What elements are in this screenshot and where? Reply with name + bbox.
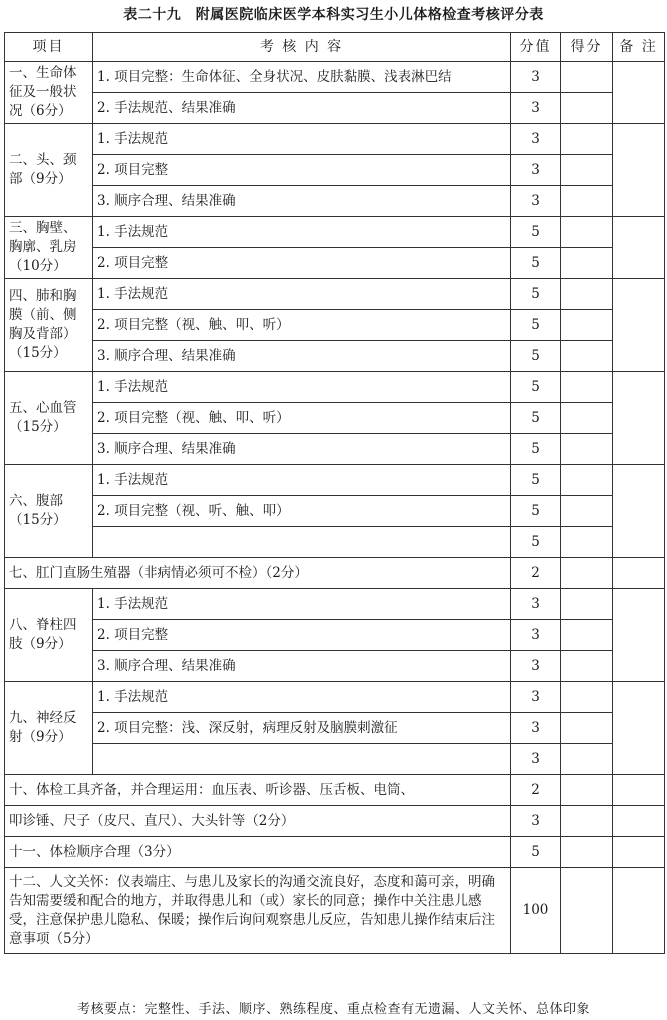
row-score: 3 (511, 589, 561, 620)
table-body (5, 62, 665, 954)
note-cell[interactable] (613, 62, 665, 124)
table-row (5, 589, 665, 620)
row-score: 3 (511, 713, 561, 744)
row-content (93, 527, 511, 558)
got-cell[interactable] (561, 341, 613, 372)
note-cell[interactable] (613, 558, 665, 589)
row-score: 3 (511, 806, 561, 837)
row-score: 2 (511, 558, 561, 589)
header-score: 分值 (511, 33, 561, 62)
note-cell[interactable] (613, 124, 665, 217)
got-cell[interactable] (561, 465, 613, 496)
row-content: 3. 顺序合理、结果准确 (93, 434, 511, 465)
row-content: 2. 手法规范、结果准确 (93, 93, 511, 124)
row-score: 5 (511, 248, 561, 279)
table-title: 表二十九 附属医院临床医学本科实习生小儿体格检查考核评分表 (123, 7, 544, 23)
got-cell[interactable] (561, 775, 613, 806)
got-cell[interactable] (561, 558, 613, 589)
section-item: 二、头、颈部（9分） (5, 124, 93, 217)
table-row (5, 558, 665, 589)
got-cell[interactable] (561, 713, 613, 744)
row-score: 3 (511, 651, 561, 682)
row-content: 2. 项目完整（视、触、叩、听） (93, 403, 511, 434)
note-cell[interactable] (613, 465, 665, 558)
row-content: 2. 项目完整 (93, 620, 511, 651)
got-cell[interactable] (561, 186, 613, 217)
table-row (5, 682, 665, 713)
row-score: 5 (511, 403, 561, 434)
table-row (5, 279, 665, 310)
header-item: 项目 (5, 33, 93, 62)
row-score: 100 (511, 868, 561, 954)
table-row (5, 372, 665, 403)
header-got: 得分 (561, 33, 613, 62)
row-content: 十、体检工具齐备，并合理运用：血压表、听诊器、压舌板、电筒、 (5, 775, 511, 806)
got-cell[interactable] (561, 651, 613, 682)
row-content: 2. 项目完整 (93, 248, 511, 279)
row-content: 七、肛门直肠生殖器（非病情必须可不检）（2分） (5, 558, 511, 589)
table-row (5, 310, 665, 341)
row-score: 5 (511, 217, 561, 248)
got-cell[interactable] (561, 434, 613, 465)
row-score: 3 (511, 155, 561, 186)
row-score: 3 (511, 682, 561, 713)
row-score: 5 (511, 434, 561, 465)
row-content: 1. 手法规范 (93, 372, 511, 403)
note-cell[interactable] (613, 775, 665, 806)
score-table (4, 32, 665, 954)
table-row (5, 434, 665, 465)
table-row (5, 62, 665, 93)
table-row (5, 713, 665, 744)
row-score: 5 (511, 341, 561, 372)
row-score: 3 (511, 93, 561, 124)
table-row (5, 341, 665, 372)
got-cell[interactable] (561, 62, 613, 93)
table-row (5, 465, 665, 496)
note-cell[interactable] (613, 868, 665, 954)
got-cell[interactable] (561, 589, 613, 620)
table-row (5, 837, 665, 868)
row-content: 1. 手法规范 (93, 589, 511, 620)
table-row (5, 744, 665, 775)
got-cell[interactable] (561, 744, 613, 775)
header-content: 考 核 内 容 (93, 33, 511, 62)
row-content: 1. 手法规范 (93, 682, 511, 713)
got-cell[interactable] (561, 527, 613, 558)
table-row (5, 186, 665, 217)
row-score: 3 (511, 620, 561, 651)
table-row (5, 775, 665, 806)
table-row (5, 651, 665, 682)
note-cell[interactable] (613, 837, 665, 868)
row-content: 叩诊锤、尺子（皮尺、直尺）、大头针等（2分） (5, 806, 511, 837)
table-row (5, 124, 665, 155)
row-content: 1. 手法规范 (93, 217, 511, 248)
section-item: 九、神经反射（9分） (5, 682, 93, 775)
note-cell[interactable] (613, 682, 665, 775)
note-cell[interactable] (613, 806, 665, 837)
row-score: 5 (511, 465, 561, 496)
got-cell[interactable] (561, 620, 613, 651)
table-row (5, 217, 665, 248)
section-item: 一、生命体征及一般状况（6分） (5, 62, 93, 124)
got-cell[interactable] (561, 372, 613, 403)
note-cell[interactable] (613, 589, 665, 682)
row-content: 1. 项目完整：生命体征、全身状况、皮肤黏膜、浅表淋巴结 (93, 62, 511, 93)
row-content: 1. 手法规范 (93, 465, 511, 496)
table-row (5, 403, 665, 434)
section-item: 五、心血管（15分） (5, 372, 93, 465)
row-score: 2 (511, 775, 561, 806)
got-cell[interactable] (561, 217, 613, 248)
header-row (5, 33, 665, 62)
got-cell[interactable] (561, 279, 613, 310)
row-score: 3 (511, 62, 561, 93)
got-cell[interactable] (561, 93, 613, 124)
row-content: 3. 顺序合理、结果准确 (93, 651, 511, 682)
row-score: 5 (511, 837, 561, 868)
row-content: 1. 手法规范 (93, 279, 511, 310)
row-content: 2. 项目完整 (93, 155, 511, 186)
row-score: 5 (511, 496, 561, 527)
section-item: 六、腹部（15分） (5, 465, 93, 558)
section-item: 三、胸壁、胸廓、乳房（10分） (5, 217, 93, 279)
got-cell[interactable] (561, 682, 613, 713)
note-cell[interactable] (613, 372, 665, 465)
row-content: 1. 手法规范 (93, 124, 511, 155)
row-content: 2. 项目完整（视、触、叩、听） (93, 310, 511, 341)
table-row (5, 527, 665, 558)
row-score: 3 (511, 124, 561, 155)
got-cell[interactable] (561, 310, 613, 341)
row-content (93, 744, 511, 775)
table-row (5, 155, 665, 186)
section-item: 四、肺和胸膜（前、侧胸及背部）（15分） (5, 279, 93, 372)
section-item: 八、脊柱四肢（9分） (5, 589, 93, 682)
row-score: 5 (511, 527, 561, 558)
got-cell[interactable] (561, 403, 613, 434)
assessment-points: 考核要点：完整性、手法、顺序、熟练程度、重点检查有无遗漏、人文关怀、总体印象 (76, 1002, 590, 1017)
row-score: 5 (511, 372, 561, 403)
table-row (5, 868, 665, 954)
table-row (5, 806, 665, 837)
table-row (5, 248, 665, 279)
got-cell[interactable] (561, 837, 613, 868)
note-cell[interactable] (613, 279, 665, 372)
row-score: 5 (511, 310, 561, 341)
note-cell[interactable] (613, 217, 665, 279)
got-cell[interactable] (561, 124, 613, 155)
row-content: 2. 项目完整：浅、深反射，病理反射及脑膜刺激征 (93, 713, 511, 744)
row-score: 3 (511, 186, 561, 217)
got-cell[interactable] (561, 806, 613, 837)
got-cell[interactable] (561, 496, 613, 527)
row-content: 3. 顺序合理、结果准确 (93, 186, 511, 217)
header-note: 备 注 (613, 33, 665, 62)
row-content: 十二、人文关怀：仪表端庄、与患儿及家长的沟通交流良好，态度和蔼可亲，明确告知需要缓和配合的地方，并取得患儿和（或）家长的同意；操作中关注患儿感受，注意保护患儿隐私、保暖；操作后询问观察患儿反应，告知患儿操作结束后注意事项（5分） (5, 868, 511, 954)
table-row (5, 620, 665, 651)
got-cell[interactable] (561, 155, 613, 186)
row-content: 2. 项目完整（视、听、触、叩） (93, 496, 511, 527)
row-content: 3. 顺序合理、结果准确 (93, 341, 511, 372)
row-score: 3 (511, 744, 561, 775)
row-content: 十一、体检顺序合理（3分） (5, 837, 511, 868)
table-row (5, 496, 665, 527)
got-cell[interactable] (561, 868, 613, 954)
row-score: 5 (511, 279, 561, 310)
got-cell[interactable] (561, 248, 613, 279)
table-row (5, 93, 665, 124)
